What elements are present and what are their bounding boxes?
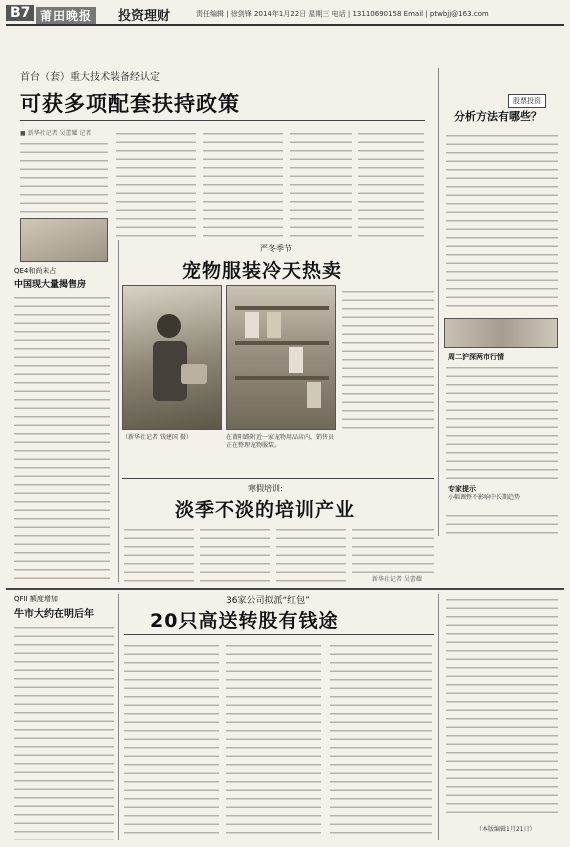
article4-kicker: 36家公司拟派“红包” [226,596,310,606]
article1-kicker: 首台（套）重大技术装备经认定 [20,72,160,83]
article2-headline: 淡季不淡的培训产业 [175,499,356,521]
issue-info: 责任编辑 | 徐剑锋 2014年1月22日 星期三 电话 | 13110690158 Email | ptwbjj@163.com [196,10,489,18]
article1-column-2 [116,128,196,238]
column-divider [438,68,439,536]
photo-item-body [14,292,110,582]
market-more [446,510,558,536]
article1-column-1 [20,138,108,214]
article4-column-1 [124,640,219,840]
column-divider [118,594,119,840]
right-bottom-body [446,594,558,820]
sidebar-headline: 分析方法有哪些？ [454,110,542,123]
article2-kicker: 寒假培训: [248,484,283,493]
sidebar-tag: 股票投资 [508,94,546,108]
article1-column-3 [203,128,283,238]
feature-body [342,286,434,430]
article2-byline: 新华社记者 吴蕾耀 [372,576,422,583]
article3-kicker: QFII 额度增加 [14,595,58,603]
article4-headline: 20只高送转股有钱途 [150,610,339,632]
market-title: 周二沪深两市行情 [448,353,504,361]
feature-kicker: 严冬季节 [260,244,292,253]
feature-caption-right: 在莆阳路附近一家宠物用品店内，销售员正在整理宠物服装。 [226,434,335,449]
divider [20,120,425,121]
market-tip-text: 小幅调整不影响中长期趋势 [448,494,521,501]
page-number: B7 [6,5,34,21]
photo-item-headline: 中国现大量揭售房 [14,280,87,290]
paper-name: 莆田晚报 [36,7,96,24]
article-thumbnail [20,218,108,262]
store-shelves-illustration [227,286,336,430]
market-body [446,362,558,482]
section-title: 投资理财 [118,9,171,24]
person-illustration [123,286,222,430]
article2-column-4 [352,524,434,574]
article2-column-1 [124,524,194,582]
photo-item-kicker: QE4和尚未占 [14,267,57,275]
market-tip-label: 专家提示 [448,485,476,493]
sidebar-body [446,130,558,310]
article3-headline: 牛市大约在明后年 [14,609,94,620]
article4-column-2 [226,640,321,840]
article1-headline: 可获多项配套扶持政策 [20,92,240,116]
footer-note: （本版编辑1月21日） [476,826,536,833]
feature-caption-left: （新华社记者 钱建国 摄） [122,434,192,441]
section-divider [6,588,564,590]
market-banner [444,318,558,348]
article1-column-4 [290,128,352,238]
article2-column-2 [200,524,270,582]
article4-column-3 [330,640,432,840]
article2-column-3 [276,524,346,582]
divider [124,634,434,635]
column-divider [118,240,119,582]
feature-photo-right [226,285,336,430]
column-divider [438,594,439,840]
article1-column-5 [358,128,424,238]
feature-headline: 宠物服装冷天热卖 [182,260,343,282]
article3-body [14,622,114,840]
masthead [6,4,564,26]
feature-photo-left [122,285,222,430]
article1-byline: ■ 新华社记者 吴蕾耀 记者 [20,130,92,137]
divider [122,478,434,479]
